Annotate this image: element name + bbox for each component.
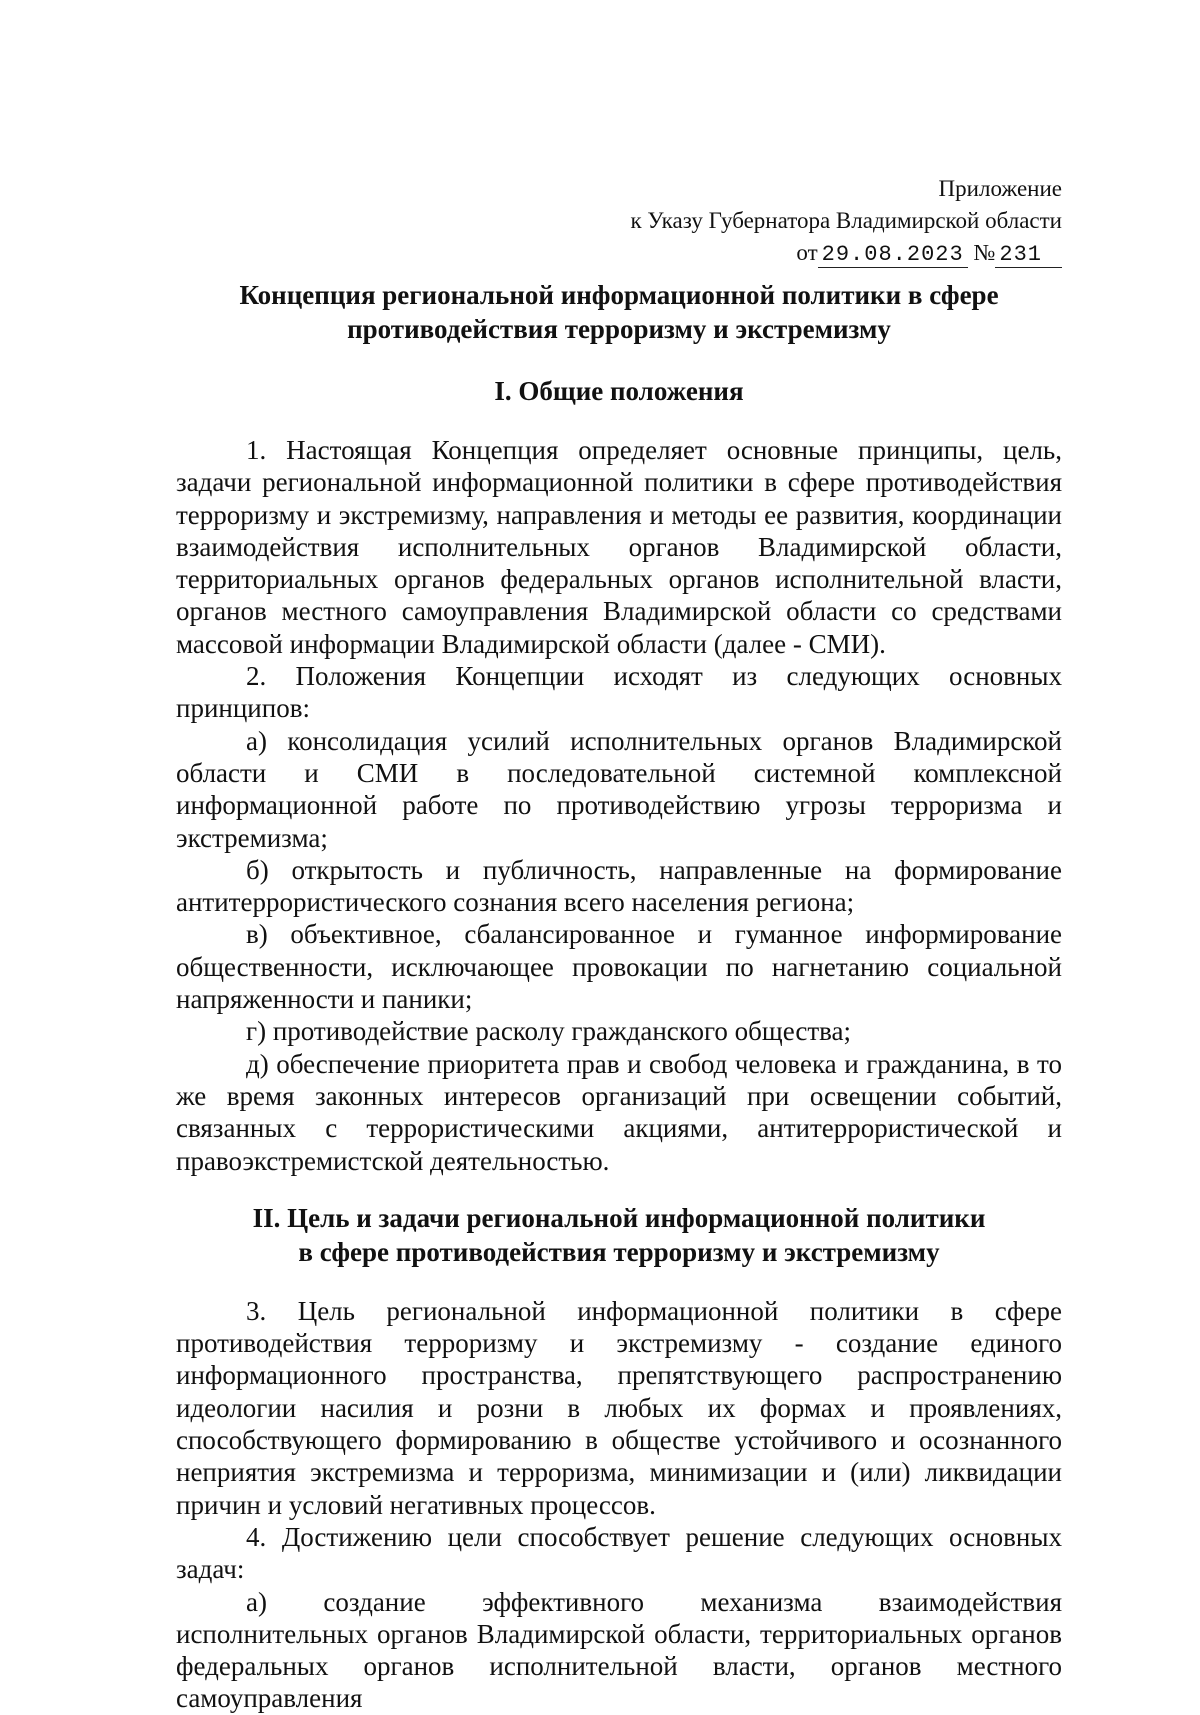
title-line-2: противодействия терроризму и экстремизму xyxy=(347,314,891,344)
annex-decree-reference: к Указу Губернатора Владимирской области xyxy=(630,208,1062,233)
section-1-heading: I. Общие положения xyxy=(494,376,744,406)
title-line-1: Концепция региональной информационной политики в сфере xyxy=(239,280,999,310)
paragraph-2b: б) открытость и публичность, направленные на формирование антитеррористического сознания всего населения региона; xyxy=(176,854,1062,918)
paragraph-4a: а) создание эффективного механизма взаимодействия исполнительных органов Владимирской области, территориальных органов федеральных органов исполнительной власти, органов местного самоуправления xyxy=(176,1586,1062,1714)
scan-speck-mark xyxy=(619,1537,625,1543)
paragraph-2v: в) объективное, сбалансированное и гуманное информирование общественности, исключающее провокации по нагнетанию социальной напряженности и паники; xyxy=(176,919,1062,1015)
document-title xyxy=(176,278,1062,346)
section-2-heading xyxy=(176,1201,1062,1269)
number-prefix: № xyxy=(973,240,996,265)
paragraph-2d: д) обеспечение приоритета прав и свобод человека и гражданина, в то же время законных интересов организаций при освещении событий, связанных с террористическими акциями, антитеррористической и правоэкстремистской деятельностью. xyxy=(176,1048,1062,1176)
decree-date: 29.08.2023 xyxy=(818,242,968,268)
paragraph-1: 1. Настоящая Концепция определяет основные принципы, цель, задачи региональной информационной политики в сфере противодействия терроризму и экстремизму, направления и методы ее развития, координации взаимодействия исполнительных органов Владимирской области, территориальных органов федеральных органов исполнительной власти, органов местного самоуправления Владимирской области со средствами массовой информации Владимирской области (далее - СМИ). xyxy=(176,435,1062,659)
section-2-heading-line-2: в сфере противодействия терроризму и экстремизму xyxy=(298,1236,940,1267)
paragraph-3: 3. Цель региональной информационной политики в сфере противодействия терроризму и экстремизму - создание единого информационного пространства, препятствующего распространению идеологии насилия и розни в любых их формах и проявлениях, способствующего формированию в обществе устойчивого и осознанного неприятия экстремизма и терроризма, минимизации и (или) ликвидации причин и условий негативных процессов. xyxy=(176,1295,1062,1520)
paragraph-2g: г) противодействие расколу гражданского общества; xyxy=(246,1016,852,1047)
annex-header xyxy=(631,173,1063,271)
annex-date-line xyxy=(631,237,1063,271)
section-2-heading-line-1: II. Цель и задачи региональной информационной политики xyxy=(252,1202,986,1233)
document-body xyxy=(176,278,1062,1715)
paragraph-2a: а) консолидация усилий исполнительных органов Владимирской области и СМИ в последовательной системной комплексной информационной работе по противодействию угрозы терроризма и экстремизма; xyxy=(176,725,1062,853)
date-prefix: от xyxy=(796,240,818,265)
annex-label: Приложение xyxy=(938,176,1062,201)
paragraph-4: 4. Достижению цели способствует решение следующих основных задач: xyxy=(176,1521,1062,1585)
paragraph-2: 2. Положения Концепции исходят из следующих основных принципов: xyxy=(176,661,1062,724)
decree-number: 231 xyxy=(995,242,1062,268)
